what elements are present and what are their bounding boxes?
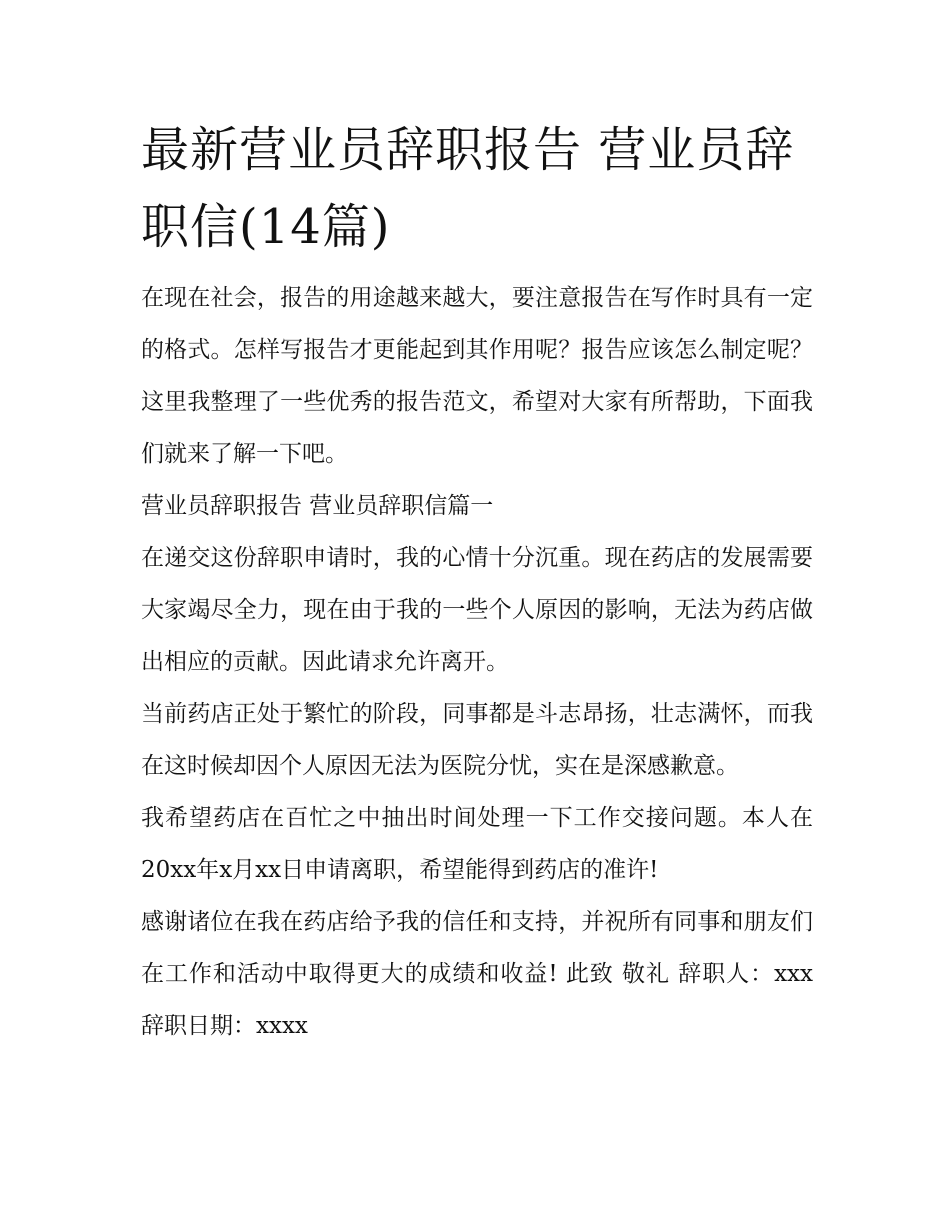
section-heading: 营业员辞职报告 营业员辞职信篇一: [141, 493, 494, 519]
document-title: 最新营业员辞职报告 营业员辞职信(14篇): [141, 122, 795, 255]
body-paragraph: 当前药店正处于繁忙的阶段，同事都是斗志昂扬，壮志满怀，而我在这时候却因个人原因无法为医院分忧，实在是深感歉意。: [141, 701, 813, 779]
closing-paragraph: 感谢诸位在我在药店给予我的信任和支持，并祝所有同事和朋友们在工作和活动中取得更大的成绩和收益! 此致 敬礼 辞职人：xxx 辞职日期：xxxx: [141, 909, 813, 1039]
intro-paragraph: 在现在社会，报告的用途越来越大，要注意报告在写作时具有一定的格式。怎样写报告才更能起到其作用呢？报告应该怎么制定呢？这里我整理了一些优秀的报告范文，希望对大家有所帮助，下面我们就来了解一下吧。: [141, 285, 813, 467]
document-body: [141, 112, 813, 1052]
body-paragraph: 在递交这份辞职申请时，我的心情十分沉重。现在药店的发展需要大家竭尽全力，现在由于我的一些个人原因的影响，无法为药店做出相应的贡献。因此请求允许离开。: [141, 545, 813, 675]
body-paragraph: 我希望药店在百忙之中抽出时间处理一下工作交接问题。本人在20xx年x月xx日申请离职，希望能得到药店的准许!: [141, 805, 813, 883]
